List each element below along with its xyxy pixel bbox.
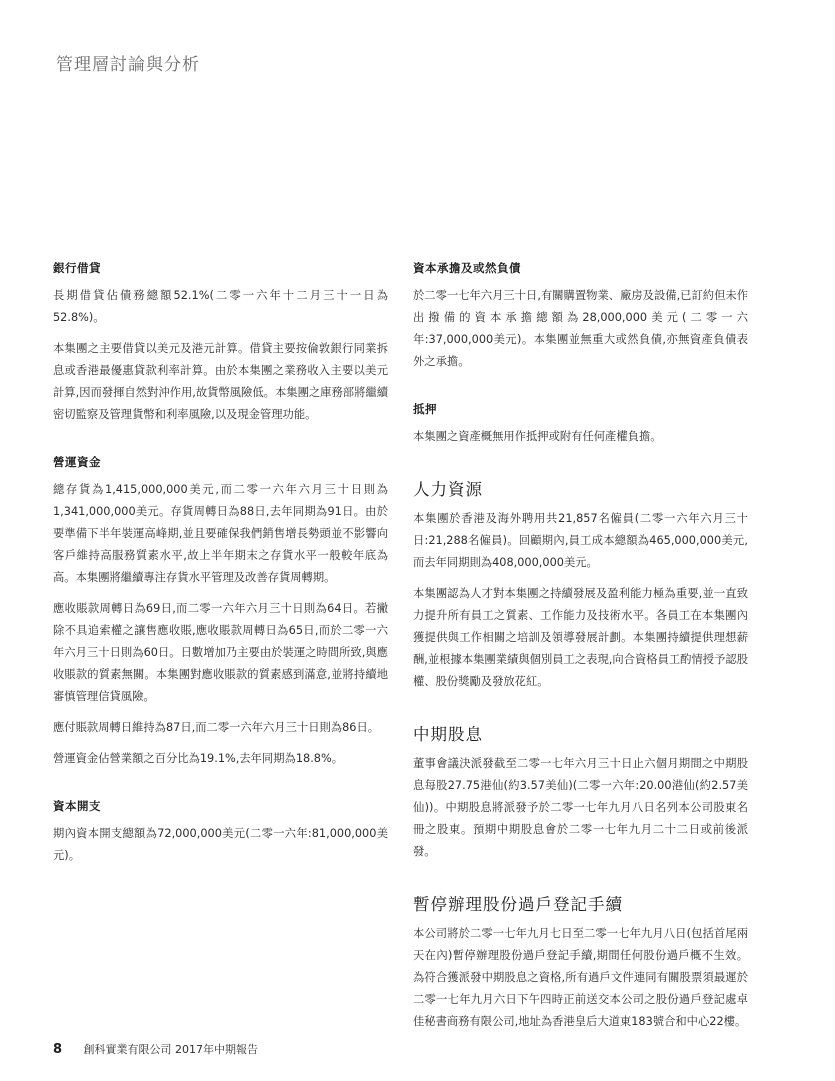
section-heading: 抵押 [413, 402, 437, 416]
paragraph: 總存貨為1,415,000,000美元,而二零一六年六月三十日則為1,341,000,000美元。存貨周轉日為88日,去年同期為91日。由於要準備下半年裝運高峰期,並且要確保我們銷售增長勢頭並不影響向客戶維持高服務質素水平,故上半年期末之存貨水平一般較年底為高。本集團將繼續專注存貨水平管理及改善存貨周轉期。 [53, 483, 388, 584]
section-heading: 資本承擔及或然負債 [413, 261, 521, 275]
section-heading: 資本開支 [53, 799, 101, 813]
paragraph: 本集團之資產概無用作抵押或附有任何產權負擔。 [413, 430, 662, 443]
paragraph: 長期借貸佔債務總額52.1%(二零一六年十二月三十一日為52.8%)。 [53, 289, 388, 324]
paragraph: 本集團之主要借貸以美元及港元計算。借貸主要按倫敦銀行同業拆息或香港最優惠貸款利率計算。由於本集團之業務收入主要以美元計算,因而發揮自然對沖作用,故貨幣風險低。本集團之庫務部將繼續密切監察及管理貨幣和利率風險,以及現金管理功能。 [53, 342, 388, 421]
section-heading: 中期股息 [413, 725, 483, 744]
section-charges [413, 401, 748, 448]
section-human-resources [413, 476, 748, 693]
section-bank-borrowings [53, 260, 388, 426]
paragraph: 本集團於香港及海外聘用共21,857名僱員(二零一六年六月三十日:21,288名僱員)。回顧期內,員工成本總額為465,000,000美元,而去年同期則為408,000,000美元。 [413, 512, 748, 569]
paragraph: 營運資金佔營業額之百分比為19.1%,去年同期為18.8%。 [53, 752, 344, 765]
section-capital-expenditure [53, 798, 388, 867]
section-book-closure [413, 891, 748, 1033]
left-column [53, 260, 388, 895]
paragraph: 應付賬款周轉日維持為87日,而二零一六年六月三十日則為86日。 [53, 721, 380, 734]
footer-text: 創科實業有限公司 2017年中期報告 [83, 1043, 259, 1056]
page-footer [53, 1041, 258, 1057]
paragraph: 期內資本開支總額為72,000,000美元(二零一六年:81,000,000美元)。 [53, 827, 388, 862]
section-heading: 銀行借貸 [53, 261, 101, 275]
paragraph: 應收賬款周轉日為69日,而二零一六年六月三十日則為64日。若撇除不具追索權之讓售應收賬,應收賬款周轉日為65日,而於二零一六年六月三十日則為60日。日數增加乃主要由於裝運之時間所致,與應收賬款的質素無關。本集團對應收賬款的質素感到滿意,並將持續地審慎管理信貸風險。 [53, 602, 388, 703]
section-commitments [413, 260, 748, 373]
section-working-capital [53, 454, 388, 770]
section-interim-dividend [413, 721, 748, 863]
paragraph: 董事會議決派發截至二零一七年六月三十日止六個月期間之中期股息每股27.75港仙(約3.57美仙)(二零一六年:20.00港仙(約2.57美仙))。中期股息將派發予於二零一七年九月八日名列本公司股東名冊之股東。預期中期股息會於二零一七年九月二十二日或前後派發。 [413, 757, 748, 858]
section-heading: 暫停辦理股份過戶登記手續 [413, 895, 623, 914]
paragraph: 本集團認為人才對本集團之持續發展及盈利能力極為重要,並一直致力提升所有員工之質素、工作能力及技術水平。各員工在本集團內獲提供與工作相關之培訓及領導發展計劃。本集團持續提供理想薪酬,並根據本集團業績與個別員工之表現,向合資格員工酌情授予認股權、股份獎勵及發放花紅。 [413, 587, 748, 688]
right-column [413, 260, 748, 1061]
page-number: 8 [53, 1042, 63, 1057]
section-heading: 營運資金 [53, 455, 101, 469]
paragraph: 本公司將於二零一七年九月七日至二零一七年九月八日(包括首尾兩天在內)暫停辦理股份過戶登記手續,期間任何股份過戶概不生效。為符合獲派發中期股息之資格,所有過戶文件連同有關股票須最遲於二零一七年九月六日下午四時正前送交本公司之股份過戶登記處卓佳秘書商務有限公司,地址為香港皇后大道東183號合和中心22樓。 [413, 927, 748, 1028]
section-heading: 人力資源 [413, 480, 483, 499]
page-header: 管理層討論與分析 [56, 55, 200, 75]
paragraph: 於二零一七年六月三十日,有關購置物業、廠房及設備,已訂約但未作出撥備的資本承擔總額為28,000,000美元(二零一六年:37,000,000美元)。本集團並無重大或然負債,亦無資產負債表外之承擔。 [413, 289, 748, 368]
